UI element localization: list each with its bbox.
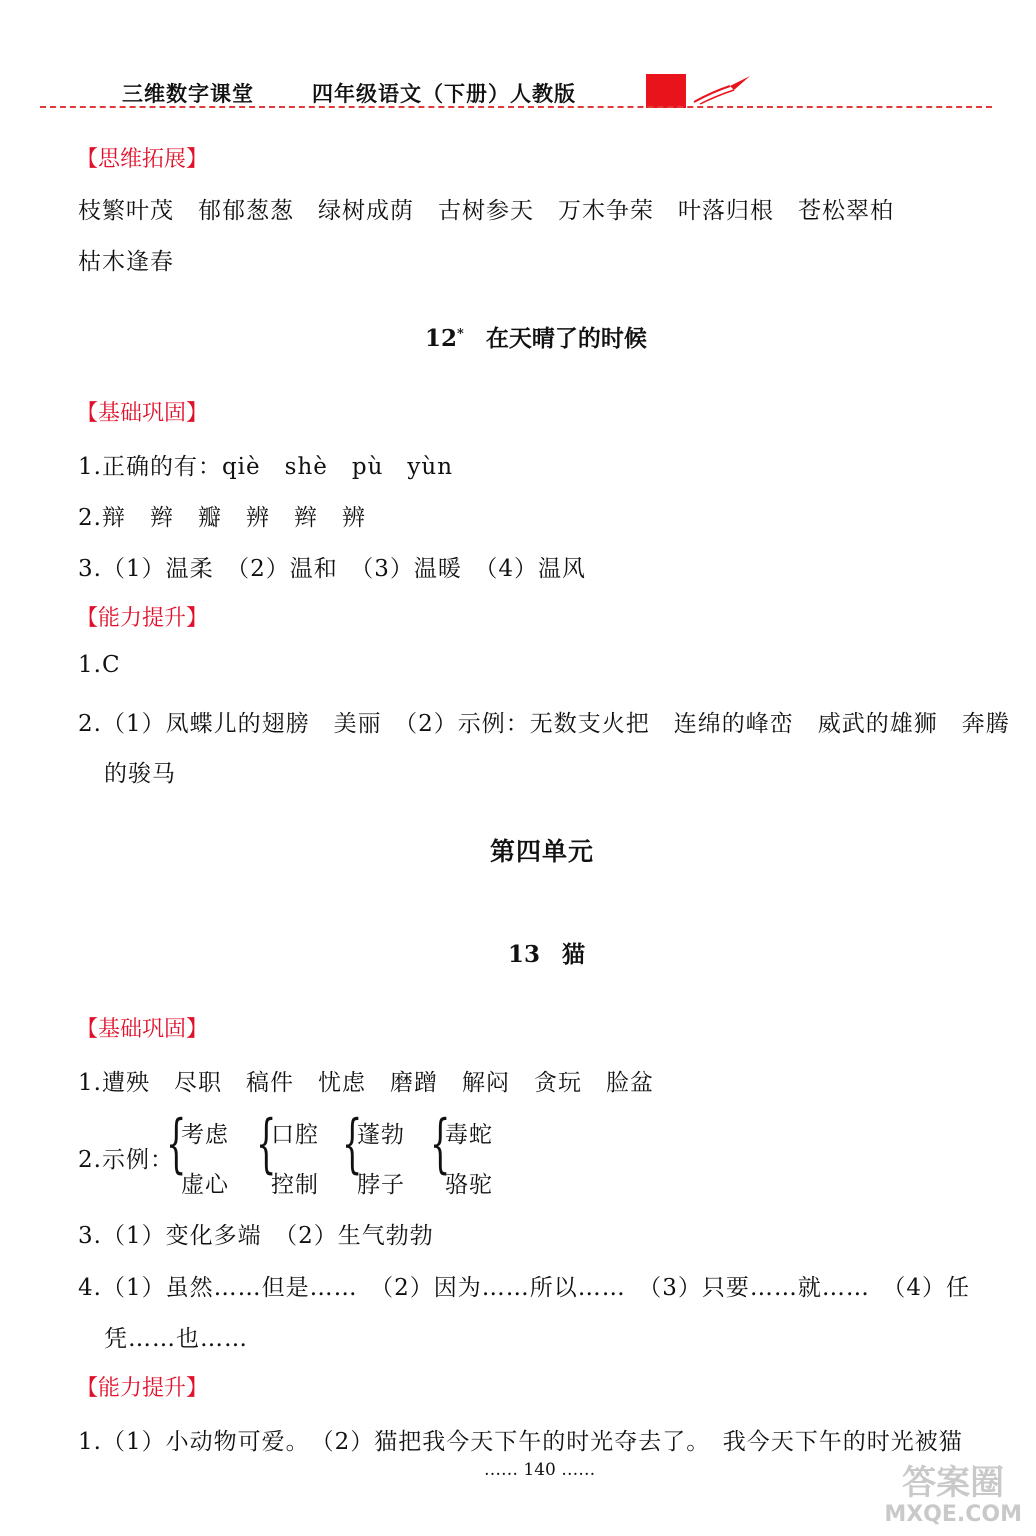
l13-group-4-bottom: 骆驼: [445, 1172, 493, 1198]
watermark-line-2: MXQE.COM: [884, 1502, 1022, 1527]
l12-basic-1: 1.正确的有：qiè shè pù yùn: [78, 454, 454, 480]
page-number: …… 140 ……: [484, 1460, 596, 1480]
l13-group-4-top: 毒蛇: [445, 1122, 493, 1148]
l13-group-1-bottom: 虚心: [181, 1172, 229, 1198]
lesson-13-heading: [508, 936, 585, 969]
l13-group-3-top: 蓬勃: [357, 1122, 405, 1148]
header-logo-block: [646, 74, 686, 108]
header-brand: 三维数字课堂: [122, 82, 254, 106]
brace-icon: {: [430, 1107, 451, 1181]
watermark-line-1: 答案圈: [902, 1463, 1005, 1503]
watermark: [884, 1463, 1022, 1527]
section-label-ability: 【能力提升】: [76, 606, 209, 631]
l12-basic-2: 2.辩 辫 瓣 辨 辫 辨: [78, 505, 366, 531]
l13-basic-2-prefix: 2.示例：: [78, 1147, 174, 1173]
l13-basic-4-line2: 凭……也……: [104, 1326, 248, 1352]
l13-group-1-top: 考虑: [181, 1122, 229, 1148]
l13-group-3-bottom: 脖子: [357, 1172, 405, 1198]
thinking-line-2: 枯木逢春: [78, 249, 174, 275]
l13-basic-4-line1: 4.（1）虽然……但是…… （2）因为……所以…… （3）只要……就…… （4）任: [78, 1275, 970, 1301]
brace-icon: {: [256, 1107, 277, 1181]
brace-icon: {: [166, 1107, 187, 1181]
lesson-mark: *: [457, 326, 464, 342]
lesson-12-heading: [425, 320, 647, 353]
l12-ability-1: 1.C: [78, 652, 121, 678]
l13-basic-3: 3.（1）变化多端 （2）生气勃勃: [78, 1223, 434, 1249]
lesson-title: 猫: [562, 941, 586, 968]
lesson-title: 在天晴了的时候: [485, 325, 647, 352]
l13-ability-1: 1.（1）小动物可爱。 （2）猫把我今天下午的时光夺去了。 我今天下午的时光被猫: [78, 1429, 963, 1455]
l13-group-2-bottom: 控制: [271, 1172, 319, 1198]
section-label-thinking: 【思维拓展】: [76, 147, 209, 172]
section-label-basic: 【基础巩固】: [76, 1017, 209, 1042]
lesson-number: 13: [508, 941, 541, 968]
unit-title: 第四单元: [490, 837, 595, 866]
header-divider: [40, 106, 992, 108]
lesson-number: 12: [425, 325, 458, 352]
thinking-line-1: 枝繁叶茂 郁郁葱葱 绿树成荫 古树参天 万木争荣 叶落归根 苍松翠柏: [78, 198, 894, 224]
header-book-title: 四年级语文（下册）人教版: [312, 82, 576, 106]
l12-basic-3: 3.（1）温柔 （2）温和 （3）温暖 （4）温风: [78, 556, 586, 582]
l13-group-2-top: 口腔: [271, 1122, 319, 1148]
rocket-icon: [690, 72, 760, 106]
l13-basic-1: 1.遭殃 尽职 稿件 忧虑 磨蹭 解闷 贪玩 脸盆: [78, 1070, 654, 1096]
section-label-ability: 【能力提升】: [76, 1376, 209, 1401]
brace-icon: {: [342, 1107, 363, 1181]
l12-ability-2-line1: 2.（1）凤蝶儿的翅膀 美丽 （2）示例：无数支火把 连绵的峰峦 威武的雄狮 奔腾: [78, 711, 1010, 737]
l12-ability-2-line2: 的骏马: [104, 761, 176, 787]
section-label-basic: 【基础巩固】: [76, 401, 209, 426]
